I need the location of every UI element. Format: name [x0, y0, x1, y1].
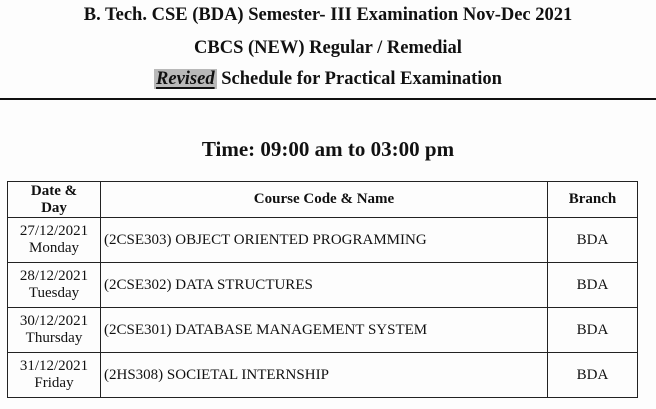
date-day-cell	[8, 218, 101, 263]
day-value: Thursday	[25, 330, 83, 346]
table-row	[8, 353, 638, 398]
header-title-line-3	[0, 69, 656, 90]
branch-cell: BDA	[548, 263, 638, 308]
day-value: Friday	[34, 375, 74, 391]
course-cell: (2CSE302) DATA STRUCTURES	[101, 263, 548, 308]
date-day-cell	[8, 353, 101, 398]
day-value: Monday	[29, 240, 79, 256]
header-divider	[0, 98, 656, 100]
day-value: Tuesday	[28, 285, 80, 301]
header-title-line-1: B. Tech. CSE (BDA) Semester- III Examination Nov-Dec 2021	[83, 5, 573, 25]
header-title-line-2: CBCS (NEW) Regular / Remedial	[194, 38, 462, 58]
date-value: 30/12/2021	[19, 313, 89, 329]
revised-label: Revised	[156, 69, 215, 89]
date-value: 27/12/2021	[19, 223, 89, 239]
branch-cell: BDA	[548, 353, 638, 398]
date-day-cell	[8, 308, 101, 353]
course-cell: (2CSE301) DATABASE MANAGEMENT SYSTEM	[101, 308, 548, 353]
exam-time: Time: 09:00 am to 03:00 pm	[201, 137, 455, 161]
table-row	[8, 218, 638, 263]
course-cell: (2CSE303) OBJECT ORIENTED PROGRAMMING	[101, 218, 548, 263]
header-title-line-3-text: Schedule for Practical Examination	[216, 69, 502, 89]
date-value: 31/12/2021	[19, 358, 89, 374]
branch-cell: BDA	[548, 308, 638, 353]
table-row	[8, 308, 638, 353]
table-row	[8, 263, 638, 308]
header-course: Course Code & Name	[101, 182, 548, 218]
header-date-line: Date &	[30, 182, 78, 199]
header-branch: Branch	[548, 182, 638, 218]
branch-cell: BDA	[548, 218, 638, 263]
date-value: 28/12/2021	[19, 268, 89, 284]
table-header-row	[8, 182, 638, 218]
schedule-table	[7, 181, 638, 398]
header-day-line: Day	[41, 199, 67, 216]
date-day-cell	[8, 263, 101, 308]
header-date-day	[8, 182, 101, 218]
course-cell: (2HS308) SOCIETAL INTERNSHIP	[101, 353, 548, 398]
